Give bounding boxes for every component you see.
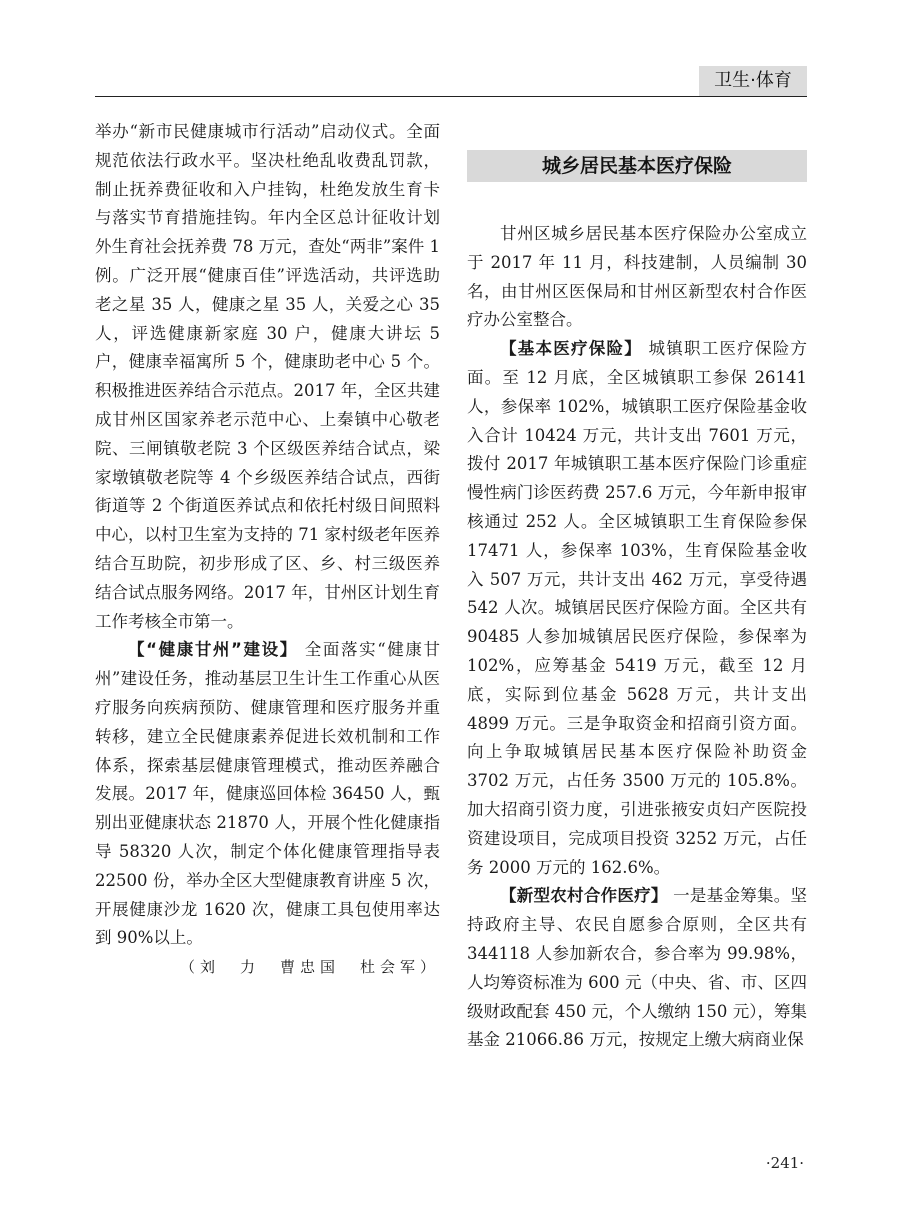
article-title: 城乡居民基本医疗保险	[467, 150, 807, 182]
heading-basic-medical-insurance: 【基本医疗保险】	[500, 339, 642, 359]
left-paragraph-1: 举办“新市民健康城市行活动”启动仪式。全面规范依法行政水平。坚决杜绝乱收费乱罚款，制止抚养费征收和入户挂钩，杜绝发放生育卡与落实节育措施挂钩。年内全区总计征收计划外生育社会抚养费 78 万元，查处“两非”案件 1 例。广泛开展“健康百佳”评选活动，共评选助老之星 35 人，健康之星 35 人，关爱之心 35 人，评选健康新家庭 30 户，健康大讲坛 5 户，健康幸福寓所 5 个，健康助老中心 5 个。积极推进医养结合示范点。2017 年，全区共建成甘州区国家养老示范中心、上秦镇中心敬老院、三闸镇敬老院 3 个区级医养结合试点，梁家墩镇敬老院等 4 个乡级医养结合试点，西街街道等 2 个街道医养试点和依托村级日间照料中心，以村卫生室为支持的 71 家村级老年医养结合互助院，初步形成了区、乡、村三级医养结合试点服务网络。2017 年，甘州区计划生育工作考核全市第一。	[95, 122, 440, 631]
healthy-ganzhou-body: 全面落实“健康甘州”建设任务，推动基层卫生计生工作重心从医疗服务向疾病预防、健康管理和医疗服务并重转移，建立全民健康素养促进长效机制和工作体系，探索基层健康管理模式，推动医养融合发展。2017 年，健康巡回体检 36450 人，甄别出亚健康状态 21870 人，开展个性化健康指导 58320 人次，制定个体化健康管理指导表 22500 份，举办全区大型健康教育讲座 5 次，开展健康沙龙 1620 次，健康工具包使用率达到 90%以上。	[95, 640, 440, 948]
right-paragraph-1: 甘州区城乡居民基本医疗保险办公室成立于 2017 年 11 月，科技建制，人员编制 30 名，由甘州区医保局和甘州区新型农村合作医疗办公室整合。	[467, 224, 807, 330]
header-rule	[95, 96, 807, 97]
page-number: ·241·	[765, 1154, 805, 1172]
right-paragraph-2	[467, 335, 807, 882]
section-label: 卫生·体育	[699, 66, 807, 96]
left-column	[95, 118, 440, 982]
author-credit: （刘 力 曹忠国 杜会军）	[179, 958, 440, 977]
right-paragraph-3	[467, 882, 807, 1055]
heading-healthy-ganzhou: 【“健康甘州”建设】	[128, 640, 298, 660]
left-paragraph-2	[95, 636, 440, 953]
rural-cooperative-medical-body: 一是基金筹集。坚持政府主导、农民自愿参合原则，全区共有 344118 人参加新农合，参合率为 99.98%，人均筹资标准为 600 元（中央、省、市、区四级财政配套 450 元，个人缴纳 150 元），筹集基金 21066.86 万元，按规定上缴大病商业保	[467, 886, 807, 1050]
right-column	[467, 150, 807, 1055]
basic-medical-insurance-body: 城镇职工医疗保险方面。至 12 月底，全区城镇职工参保 26141 人，参保率 102%，城镇职工医疗保险基金收入合计 10424 万元，共计支出 7601 万元，拨付 2017 年城镇职工基本医疗保险门诊重症慢性病门诊医药费 257.6 万元，今年新申报审核通过 252 人。全区城镇职工生育保险参保 17471 人，参保率 103%，生育保险基金收入 507 万元，共计支出 462 万元，享受待遇 542 人次。城镇居民医疗保险方面。全区共有 90485 人参加城镇居民医疗保险，参保率为 102%，应筹基金 5419 万元，截至 12 月底，实际到位基金 5628 万元，共计支出 4899 万元。三是争取资金和招商引资方面。向上争取城镇居民基本医疗保险补助资金 3702 万元，占任务 3500 万元的 105.8%。加大招商引资力度，引进张掖安贞妇产医院投资建设项目，完成项目投资 3252 万元，占任务 2000 万元的 162.6%。	[467, 339, 807, 877]
heading-rural-cooperative-medical: 【新型农村合作医疗】	[500, 886, 668, 906]
